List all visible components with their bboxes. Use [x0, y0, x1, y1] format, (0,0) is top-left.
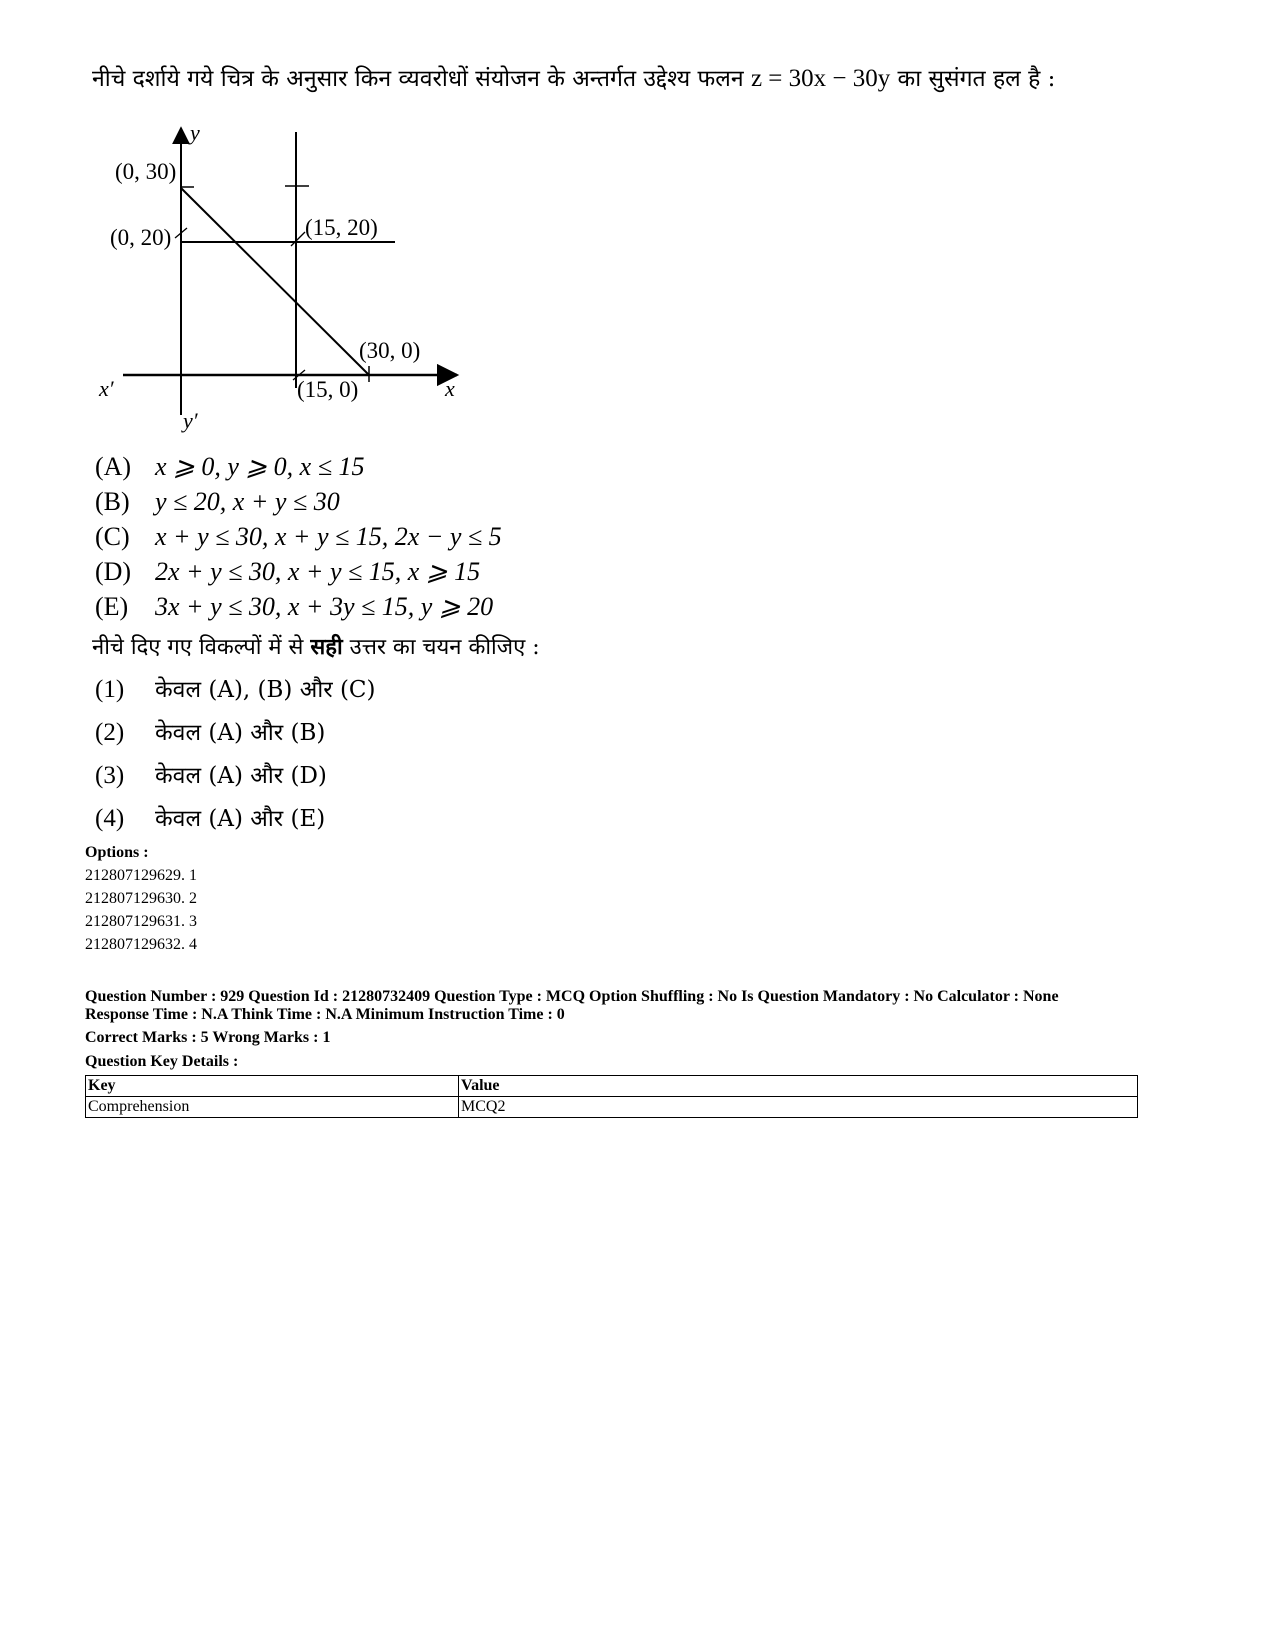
question-meta-line2: Response Time : N.A Think Time : N.A Minimum Instruction Time : 0 — [85, 1006, 565, 1023]
choice-number: (3) — [95, 762, 125, 789]
statement-c — [95, 520, 502, 554]
choice-text: केवल (A) और (E) — [155, 806, 326, 832]
option-item: 212807129630. 2 — [85, 890, 197, 907]
choice-text: केवल (A) और (D) — [155, 763, 327, 789]
label-point-0-20: (0, 20) — [110, 225, 172, 250]
feasible-region-graph — [95, 120, 475, 440]
choice-4 — [95, 801, 325, 837]
marks-line: Correct Marks : 5 Wrong Marks : 1 — [85, 1029, 331, 1046]
x-axis-label: x — [445, 376, 455, 401]
instruction-bold: सही — [310, 634, 343, 660]
choice-1 — [95, 672, 376, 708]
choice-number: (1) — [95, 676, 125, 703]
instruction-text — [92, 630, 540, 665]
statement-b — [95, 485, 340, 519]
question-text-after: का सुसंगत हल है : — [897, 66, 1056, 92]
statement-label: (D) — [95, 557, 132, 586]
statement-expression: x ⩾ 0, y ⩾ 0, x ≤ 15 — [155, 452, 365, 481]
choice-2 — [95, 715, 325, 751]
option-item: 212807129632. 4 — [85, 936, 197, 953]
statement-label: (C) — [95, 522, 130, 551]
leader-15-20 — [291, 232, 305, 246]
y-axis-label: y — [190, 120, 200, 145]
table-cell-key: Comprehension — [86, 1097, 459, 1118]
option-item: 212807129631. 3 — [85, 913, 197, 930]
key-details-heading: Question Key Details : — [85, 1053, 239, 1070]
question-text-before: नीचे दर्शाये गये चित्र के अनुसार किन व्यवरोधों संयोजन के अन्तर्गत उद्देश्य फलन — [92, 66, 744, 92]
table-cell-value: MCQ2 — [459, 1097, 1138, 1118]
statement-label: (A) — [95, 452, 132, 481]
statement-label: (B) — [95, 487, 130, 516]
table-header-row — [86, 1076, 1138, 1097]
choice-3 — [95, 758, 327, 794]
statement-expression: 3x + y ≤ 30, x + 3y ≤ 15, y ⩾ 20 — [155, 592, 494, 621]
option-item: 212807129629. 1 — [85, 867, 197, 884]
label-point-30-0: (30, 0) — [359, 338, 421, 363]
statement-label: (E) — [95, 592, 129, 621]
x-neg-axis-label: x′ — [99, 376, 114, 401]
label-point-0-30: (0, 30) — [115, 159, 177, 184]
instruction-before: नीचे दिए गए विकल्पों में से — [92, 635, 311, 660]
table-header-value: Value — [459, 1076, 1138, 1097]
instruction-after: उत्तर का चयन कीजिए : — [342, 635, 540, 660]
options-heading: Options : — [85, 844, 149, 861]
statement-expression: x + y ≤ 30, x + y ≤ 15, 2x − y ≤ 5 — [155, 522, 502, 551]
table-row — [86, 1097, 1138, 1118]
statement-e — [95, 590, 493, 624]
question-meta-line1: Question Number : 929 Question Id : 21280732409 Question Type : MCQ Option Shuffling : No Is Question Mandatory : No Calculator : None — [85, 988, 1059, 1005]
choice-text: केवल (A) और (B) — [155, 720, 326, 746]
table-header-key: Key — [86, 1076, 459, 1097]
label-point-15-20: (15, 20) — [305, 215, 378, 240]
statement-d — [95, 555, 480, 589]
choice-number: (2) — [95, 719, 125, 746]
statement-a — [95, 450, 364, 484]
statement-expression: 2x + y ≤ 30, x + y ≤ 15, x ⩾ 15 — [155, 557, 481, 586]
key-details-table — [85, 1075, 1138, 1118]
choice-text: केवल (A), (B) और (C) — [155, 677, 376, 703]
objective-function: z = 30x − 30y — [750, 65, 891, 92]
y-neg-axis-label: y′ — [183, 408, 198, 433]
label-point-15-0: (15, 0) — [297, 377, 359, 402]
statement-expression: y ≤ 20, x + y ≤ 30 — [155, 487, 340, 516]
choice-number: (4) — [95, 805, 125, 832]
question-text — [92, 62, 1252, 96]
